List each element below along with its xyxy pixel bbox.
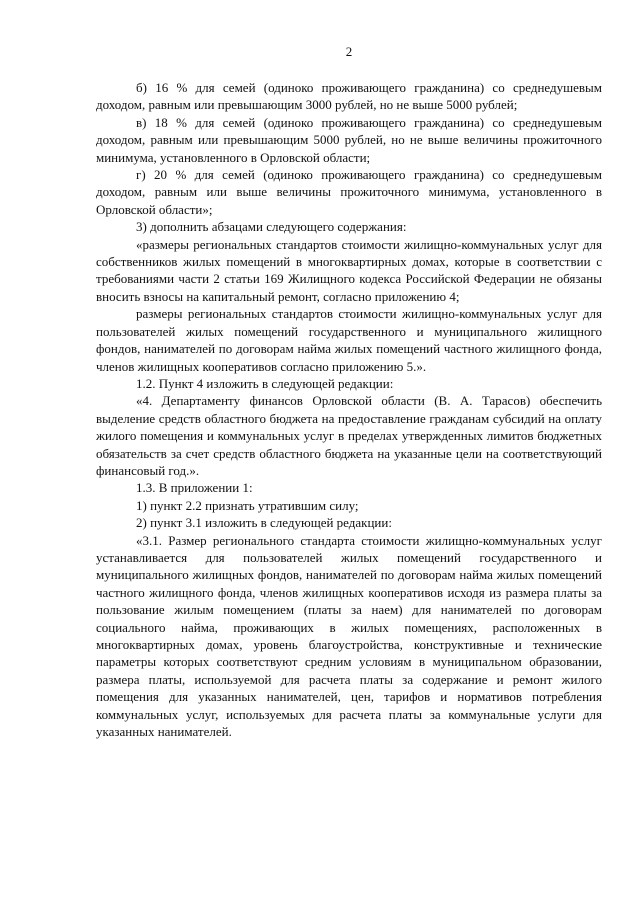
paragraph-point-3-1: «3.1. Размер регионального стандарта стоимости жилищно-коммунальных услуг устанавливается для пользователей жилых помещений государственного и муниципального жилищных фондов, нанимателей по договорам найма жилых помещений частного жилищного фонда, членов жилищных кооперативов исходя из размера платы за пользование жилым помещением (платы за наем) для нанимателей по договорам социального найма, проживающих в жилых помещениях, расположенных в многоквартирных домах, уровень благоустройства, конструктивные и технические параметры которых соответствуют средним условиям в муниципальном образовании, размера платы, используемой для расчета платы за содержание и ремонт жилого помещения для указанных нанимателей, цен, тарифов и нормативов потребления коммунальных услуг, используемых для расчета платы за коммунальные услуги для указанных нанимателей. (96, 532, 602, 740)
paragraph-item-v: в) 18 % для семей (одиноко проживающего гражданина) со среднедушевым доходом, равным или превышающим 5000 рублей, но не выше величины прожиточного минимума, установленного в Орловской области; (96, 114, 602, 165)
paragraph-point-4: «4. Департаменту финансов Орловской области (В. А. Тарасов) обеспечить выделение средств областного бюджета на предоставление гражданам субсидий на оплату жилого помещения и коммунальных услуг в пределах утвержденных лимитов бюджетных обязательств за счет средств областного бюджета на указанные цели на соответствующий финансовый год.». (96, 393, 602, 478)
paragraph-item-1: 1) пункт 2.2 признать утратившим силу; (136, 497, 359, 513)
paragraph-standards-owners: «размеры региональных стандартов стоимости жилищно-коммунальных услуг для собственников жилых помещений в многоквартирных домах, которые в соответствии с требованиями части 2 статьи 169 Жилищного кодекса Российской Федерации не обязаны вносить взносы на капитальный ремонт, согласно приложению 4; (96, 236, 602, 304)
paragraph-item-g: г) 20 % для семей (одиноко проживающего гражданина) со среднедушевым доходом, равным или выше величины прожиточного минимума, установленного в Орловской области»; (96, 167, 602, 217)
paragraph-standards-users: размеры региональных стандартов стоимости жилищно-коммунальных услуг для пользователей жилых помещений государственного и муниципального жилищного фондов, нанимателей по договорам найма жилых помещений частного жилищного фонда, членов жилищных кооперативов согласно приложению 5.». (96, 306, 602, 374)
paragraph-item-b: б) 16 % для семей (одиноко проживающего гражданина) со среднедушевым доходом, равным или превышающим 3000 рублей, но не выше 5000 рублей; (96, 80, 602, 113)
paragraph-item-3: 3) дополнить абзацами следующего содержания: (136, 219, 407, 235)
paragraph-section-1-3: 1.3. В приложении 1: (136, 480, 253, 496)
paragraph-section-1-2: 1.2. Пункт 4 изложить в следующей редакции: (136, 375, 394, 391)
page-number: 2 (345, 44, 353, 59)
paragraph-item-2: 2) пункт 3.1 изложить в следующей редакции: (136, 515, 392, 531)
